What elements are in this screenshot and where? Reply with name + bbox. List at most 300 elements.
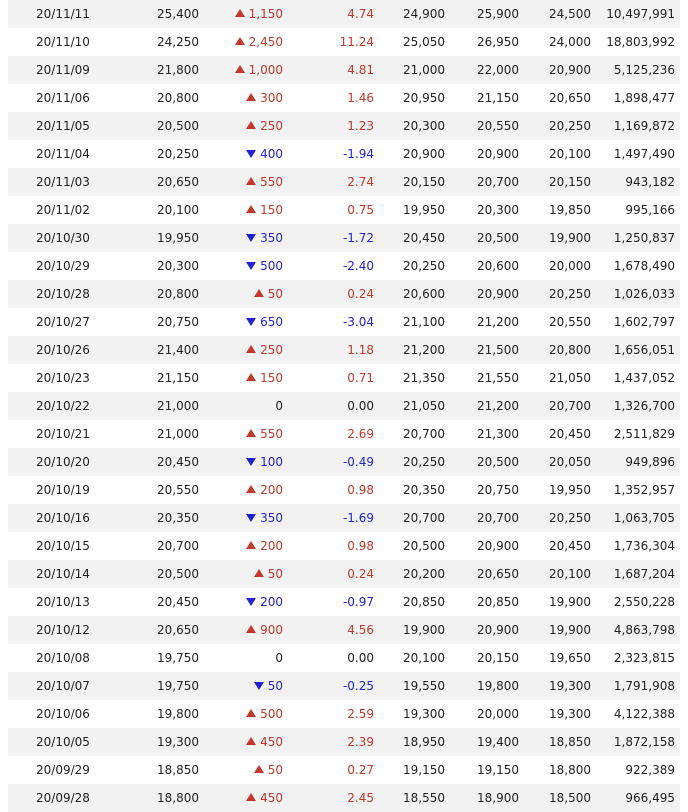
down-triangle-icon (246, 150, 256, 158)
date-cell: 20/10/22 (36, 399, 90, 413)
open-price-cell: 20,250 (403, 455, 445, 469)
volume-cell: 922,389 (625, 763, 675, 777)
open-price-cell: 20,950 (403, 91, 445, 105)
low-price-cell: 21,050 (549, 371, 591, 385)
open-price-cell: 19,550 (403, 679, 445, 693)
date-cell: 20/11/11 (36, 7, 90, 21)
close-price-cell: 20,500 (157, 119, 199, 133)
open-price-cell: 20,350 (403, 483, 445, 497)
change-percent-cell: 0.00 (347, 651, 374, 665)
change-percent-cell: 0.24 (347, 567, 374, 581)
low-price-cell: 19,300 (549, 707, 591, 721)
change-cell (275, 392, 283, 420)
table-row (8, 420, 680, 448)
up-triangle-icon (246, 93, 256, 101)
change-percent-cell: 2.39 (347, 735, 374, 749)
date-cell: 20/10/14 (36, 567, 90, 581)
change-cell (246, 420, 283, 448)
change-value: 2,450 (248, 35, 283, 49)
date-cell: 20/11/06 (36, 91, 90, 105)
change-value: 100 (260, 455, 283, 469)
table-row (8, 84, 680, 112)
up-triangle-icon (235, 65, 245, 73)
date-cell: 20/10/16 (36, 511, 90, 525)
down-triangle-icon (246, 318, 256, 326)
date-cell: 20/10/29 (36, 259, 90, 273)
low-price-cell: 20,900 (549, 63, 591, 77)
open-price-cell: 19,300 (403, 707, 445, 721)
open-price-cell: 20,200 (403, 567, 445, 581)
close-price-cell: 19,950 (157, 231, 199, 245)
high-price-cell: 20,550 (477, 119, 519, 133)
low-price-cell: 20,650 (549, 91, 591, 105)
low-price-cell: 20,250 (549, 287, 591, 301)
volume-cell: 1,437,052 (613, 371, 675, 385)
change-value: 250 (260, 119, 283, 133)
change-value: 550 (260, 175, 283, 189)
change-value: 350 (260, 231, 283, 245)
date-cell: 20/10/28 (36, 287, 90, 301)
close-price-cell: 18,850 (157, 763, 199, 777)
open-price-cell: 19,150 (403, 763, 445, 777)
close-price-cell: 20,800 (157, 91, 199, 105)
volume-cell: 1,736,304 (613, 539, 675, 553)
open-price-cell: 21,100 (403, 315, 445, 329)
change-cell (235, 0, 283, 28)
change-value: 200 (260, 539, 283, 553)
high-price-cell: 20,600 (477, 259, 519, 273)
close-price-cell: 20,550 (157, 483, 199, 497)
date-cell: 20/10/12 (36, 623, 90, 637)
high-price-cell: 21,550 (477, 371, 519, 385)
open-price-cell: 20,600 (403, 287, 445, 301)
table-row (8, 756, 680, 784)
date-cell: 20/11/10 (36, 35, 90, 49)
date-cell: 20/10/23 (36, 371, 90, 385)
up-triangle-icon (254, 569, 264, 577)
change-cell (254, 280, 283, 308)
high-price-cell: 20,700 (477, 511, 519, 525)
high-price-cell: 20,150 (477, 651, 519, 665)
change-cell (246, 364, 283, 392)
high-price-cell: 20,000 (477, 707, 519, 721)
change-percent-cell: 4.81 (347, 63, 374, 77)
close-price-cell: 20,500 (157, 567, 199, 581)
volume-cell: 1,326,700 (613, 399, 675, 413)
high-price-cell: 19,800 (477, 679, 519, 693)
change-percent-cell: -0.25 (342, 679, 374, 693)
close-price-cell: 19,750 (157, 651, 199, 665)
up-triangle-icon (246, 345, 256, 353)
low-price-cell: 18,500 (549, 791, 591, 805)
high-price-cell: 22,000 (477, 63, 519, 77)
change-percent-cell: -2.40 (342, 259, 374, 273)
low-price-cell: 20,700 (549, 399, 591, 413)
volume-cell: 1,169,872 (613, 119, 675, 133)
open-price-cell: 18,550 (403, 791, 445, 805)
change-value: 50 (267, 763, 283, 777)
table-row (8, 196, 680, 224)
date-cell: 20/11/09 (36, 63, 90, 77)
open-price-cell: 20,150 (403, 175, 445, 189)
change-value: 50 (267, 567, 283, 581)
change-percent-cell: 0.98 (347, 483, 374, 497)
up-triangle-icon (246, 121, 256, 129)
date-cell: 20/11/04 (36, 147, 90, 161)
close-price-cell: 20,300 (157, 259, 199, 273)
change-value: 650 (260, 315, 283, 329)
change-percent-cell: 0.98 (347, 539, 374, 553)
close-price-cell: 20,800 (157, 287, 199, 301)
change-cell (246, 700, 283, 728)
up-triangle-icon (246, 177, 256, 185)
up-triangle-icon (246, 485, 256, 493)
volume-cell: 1,352,957 (613, 483, 675, 497)
change-value: 200 (260, 483, 283, 497)
change-percent-cell: 2.74 (347, 175, 374, 189)
volume-cell: 1,602,797 (613, 315, 675, 329)
date-cell: 20/10/08 (36, 651, 90, 665)
low-price-cell: 19,650 (549, 651, 591, 665)
date-cell: 20/11/03 (36, 175, 90, 189)
volume-cell: 10,497,991 (606, 7, 675, 21)
change-cell (254, 756, 283, 784)
change-cell (246, 112, 283, 140)
low-price-cell: 18,800 (549, 763, 591, 777)
change-value: 150 (260, 203, 283, 217)
change-cell (246, 728, 283, 756)
table-row (8, 392, 680, 420)
change-value: 350 (260, 511, 283, 525)
volume-cell: 5,125,236 (613, 63, 675, 77)
volume-cell: 1,872,158 (613, 735, 675, 749)
up-triangle-icon (246, 625, 256, 633)
high-price-cell: 20,700 (477, 175, 519, 189)
high-price-cell: 20,900 (477, 539, 519, 553)
table-row (8, 56, 680, 84)
high-price-cell: 21,300 (477, 427, 519, 441)
change-cell (246, 476, 283, 504)
high-price-cell: 20,750 (477, 483, 519, 497)
up-triangle-icon (246, 429, 256, 437)
volume-cell: 1,898,477 (613, 91, 675, 105)
change-percent-cell: -0.49 (342, 455, 374, 469)
table-row (8, 28, 680, 56)
high-price-cell: 21,500 (477, 343, 519, 357)
high-price-cell: 18,900 (477, 791, 519, 805)
volume-cell: 2,550,228 (613, 595, 675, 609)
change-percent-cell: 0.24 (347, 287, 374, 301)
change-value: 1,150 (248, 7, 283, 21)
change-value: 250 (260, 343, 283, 357)
low-price-cell: 20,100 (549, 567, 591, 581)
date-cell: 20/10/26 (36, 343, 90, 357)
change-value: 0 (275, 651, 283, 665)
high-price-cell: 25,900 (477, 7, 519, 21)
change-percent-cell: -0.97 (342, 595, 374, 609)
up-triangle-icon (254, 289, 264, 297)
low-price-cell: 19,900 (549, 231, 591, 245)
change-percent-cell: 1.18 (347, 343, 374, 357)
open-price-cell: 21,050 (403, 399, 445, 413)
change-cell (235, 28, 283, 56)
date-cell: 20/10/07 (36, 679, 90, 693)
table-row (8, 112, 680, 140)
down-triangle-icon (246, 514, 256, 522)
close-price-cell: 18,800 (157, 791, 199, 805)
date-cell: 20/10/19 (36, 483, 90, 497)
change-cell (246, 616, 283, 644)
table-row (8, 784, 680, 812)
change-percent-cell: 0.27 (347, 763, 374, 777)
table-row (8, 728, 680, 756)
high-price-cell: 20,300 (477, 203, 519, 217)
table-row (8, 140, 680, 168)
volume-cell: 943,182 (625, 175, 675, 189)
up-triangle-icon (246, 737, 256, 745)
up-triangle-icon (235, 9, 245, 17)
low-price-cell: 20,450 (549, 427, 591, 441)
close-price-cell: 21,000 (157, 427, 199, 441)
change-percent-cell: 2.59 (347, 707, 374, 721)
change-cell (246, 588, 283, 616)
change-percent-cell: 2.45 (347, 791, 374, 805)
date-cell: 20/09/29 (36, 763, 90, 777)
high-price-cell: 20,900 (477, 287, 519, 301)
down-triangle-icon (246, 598, 256, 606)
high-price-cell: 20,850 (477, 595, 519, 609)
change-percent-cell: -1.69 (342, 511, 374, 525)
up-triangle-icon (246, 709, 256, 717)
open-price-cell: 25,050 (403, 35, 445, 49)
change-value: 0 (275, 399, 283, 413)
table-row (8, 644, 680, 672)
table-row (8, 616, 680, 644)
change-percent-cell: -1.72 (342, 231, 374, 245)
close-price-cell: 21,150 (157, 371, 199, 385)
volume-cell: 1,063,705 (613, 511, 675, 525)
change-cell (235, 56, 283, 84)
table-row (8, 588, 680, 616)
up-triangle-icon (246, 373, 256, 381)
table-row (8, 364, 680, 392)
low-price-cell: 20,250 (549, 511, 591, 525)
low-price-cell: 19,900 (549, 595, 591, 609)
change-value: 200 (260, 595, 283, 609)
table-row (8, 336, 680, 364)
close-price-cell: 19,300 (157, 735, 199, 749)
low-price-cell: 20,000 (549, 259, 591, 273)
change-cell (254, 672, 283, 700)
volume-cell: 2,323,815 (613, 651, 675, 665)
open-price-cell: 20,700 (403, 427, 445, 441)
table-row (8, 672, 680, 700)
low-price-cell: 20,550 (549, 315, 591, 329)
close-price-cell: 20,650 (157, 623, 199, 637)
change-cell (246, 336, 283, 364)
open-price-cell: 24,900 (403, 7, 445, 21)
high-price-cell: 20,900 (477, 147, 519, 161)
change-value: 900 (260, 623, 283, 637)
change-percent-cell: -3.04 (342, 315, 374, 329)
high-price-cell: 20,500 (477, 455, 519, 469)
close-price-cell: 19,800 (157, 707, 199, 721)
up-triangle-icon (246, 793, 256, 801)
change-percent-cell: 11.24 (339, 35, 374, 49)
down-triangle-icon (246, 262, 256, 270)
volume-cell: 1,497,490 (613, 147, 675, 161)
volume-cell: 1,791,908 (613, 679, 675, 693)
high-price-cell: 20,500 (477, 231, 519, 245)
low-price-cell: 20,450 (549, 539, 591, 553)
low-price-cell: 24,500 (549, 7, 591, 21)
up-triangle-icon (254, 765, 264, 773)
change-percent-cell: 0.71 (347, 371, 374, 385)
close-price-cell: 20,650 (157, 175, 199, 189)
date-cell: 20/10/27 (36, 315, 90, 329)
low-price-cell: 19,900 (549, 623, 591, 637)
open-price-cell: 21,200 (403, 343, 445, 357)
open-price-cell: 20,100 (403, 651, 445, 665)
change-percent-cell: 4.56 (347, 623, 374, 637)
volume-cell: 995,166 (625, 203, 675, 217)
change-percent-cell: -1.94 (342, 147, 374, 161)
high-price-cell: 21,200 (477, 315, 519, 329)
table-row (8, 448, 680, 476)
close-price-cell: 20,750 (157, 315, 199, 329)
high-price-cell: 21,150 (477, 91, 519, 105)
close-price-cell: 25,400 (157, 7, 199, 21)
change-percent-cell: 1.23 (347, 119, 374, 133)
date-cell: 20/10/05 (36, 735, 90, 749)
change-percent-cell: 0.75 (347, 203, 374, 217)
open-price-cell: 20,500 (403, 539, 445, 553)
high-price-cell: 19,400 (477, 735, 519, 749)
table-row (8, 700, 680, 728)
change-cell (246, 84, 283, 112)
volume-cell: 4,122,388 (613, 707, 675, 721)
open-price-cell: 20,300 (403, 119, 445, 133)
change-percent-cell: 0.00 (347, 399, 374, 413)
close-price-cell: 20,100 (157, 203, 199, 217)
change-value: 450 (260, 791, 283, 805)
volume-cell: 1,656,051 (613, 343, 675, 357)
up-triangle-icon (246, 541, 256, 549)
table-row (8, 252, 680, 280)
change-cell (246, 196, 283, 224)
change-value: 50 (267, 679, 283, 693)
date-cell: 20/10/30 (36, 231, 90, 245)
low-price-cell: 24,000 (549, 35, 591, 49)
table-row (8, 560, 680, 588)
close-price-cell: 20,350 (157, 511, 199, 525)
change-cell (246, 252, 283, 280)
down-triangle-icon (246, 234, 256, 242)
change-cell (246, 448, 283, 476)
open-price-cell: 18,950 (403, 735, 445, 749)
open-price-cell: 21,000 (403, 63, 445, 77)
volume-cell: 2,511,829 (613, 427, 675, 441)
close-price-cell: 24,250 (157, 35, 199, 49)
low-price-cell: 19,300 (549, 679, 591, 693)
date-cell: 20/11/05 (36, 119, 90, 133)
low-price-cell: 20,250 (549, 119, 591, 133)
close-price-cell: 21,800 (157, 63, 199, 77)
change-cell (246, 224, 283, 252)
open-price-cell: 19,950 (403, 203, 445, 217)
low-price-cell: 20,100 (549, 147, 591, 161)
close-price-cell: 20,450 (157, 455, 199, 469)
open-price-cell: 19,900 (403, 623, 445, 637)
table-row (8, 308, 680, 336)
low-price-cell: 20,150 (549, 175, 591, 189)
table-row (8, 0, 680, 28)
table-row (8, 532, 680, 560)
change-percent-cell: 4.74 (347, 7, 374, 21)
down-triangle-icon (254, 682, 264, 690)
table-row (8, 224, 680, 252)
change-value: 150 (260, 371, 283, 385)
change-value: 300 (260, 91, 283, 105)
table-row (8, 168, 680, 196)
volume-cell: 949,896 (625, 455, 675, 469)
change-percent-cell: 2.69 (347, 427, 374, 441)
date-cell: 20/10/21 (36, 427, 90, 441)
change-cell (246, 784, 283, 812)
open-price-cell: 20,450 (403, 231, 445, 245)
volume-cell: 18,803,992 (606, 35, 675, 49)
change-value: 50 (267, 287, 283, 301)
down-triangle-icon (246, 458, 256, 466)
table-row (8, 504, 680, 532)
low-price-cell: 20,800 (549, 343, 591, 357)
date-cell: 20/10/15 (36, 539, 90, 553)
date-cell: 20/10/13 (36, 595, 90, 609)
high-price-cell: 26,950 (477, 35, 519, 49)
table-row (8, 280, 680, 308)
date-cell: 20/11/02 (36, 203, 90, 217)
change-value: 500 (260, 707, 283, 721)
date-cell: 20/09/28 (36, 791, 90, 805)
close-price-cell: 19,750 (157, 679, 199, 693)
volume-cell: 1,250,837 (613, 231, 675, 245)
volume-cell: 1,026,033 (613, 287, 675, 301)
high-price-cell: 19,150 (477, 763, 519, 777)
high-price-cell: 21,200 (477, 399, 519, 413)
up-triangle-icon (235, 37, 245, 45)
change-cell (246, 168, 283, 196)
change-cell (275, 644, 283, 672)
high-price-cell: 20,900 (477, 623, 519, 637)
change-value: 550 (260, 427, 283, 441)
open-price-cell: 20,900 (403, 147, 445, 161)
change-cell (246, 308, 283, 336)
change-value: 450 (260, 735, 283, 749)
price-history-table (8, 0, 680, 812)
change-value: 1,000 (248, 63, 283, 77)
date-cell: 20/10/06 (36, 707, 90, 721)
close-price-cell: 21,000 (157, 399, 199, 413)
volume-cell: 1,687,204 (613, 567, 675, 581)
low-price-cell: 19,850 (549, 203, 591, 217)
volume-cell: 966,495 (625, 791, 675, 805)
high-price-cell: 20,650 (477, 567, 519, 581)
change-cell (246, 532, 283, 560)
table-row (8, 476, 680, 504)
change-value: 400 (260, 147, 283, 161)
change-value: 500 (260, 259, 283, 273)
low-price-cell: 19,950 (549, 483, 591, 497)
